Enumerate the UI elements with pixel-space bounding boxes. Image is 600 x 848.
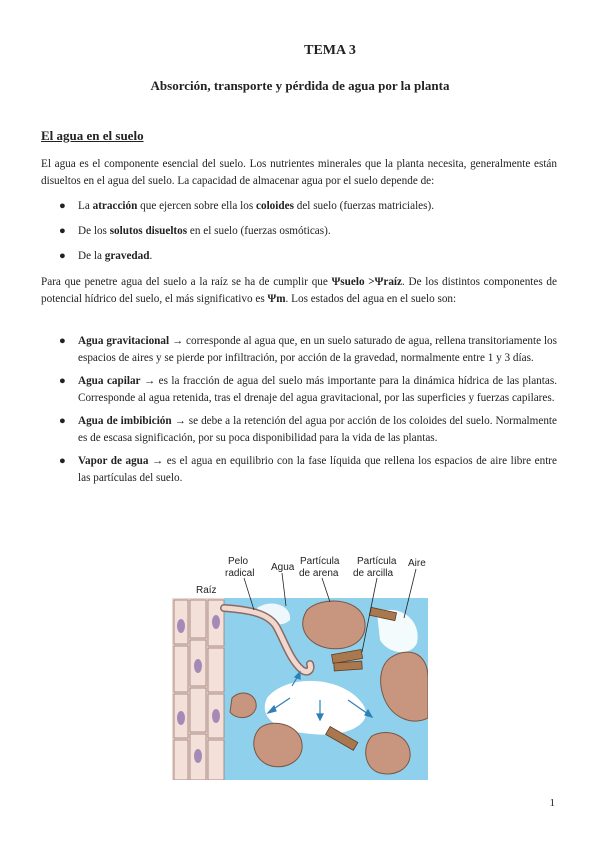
paragraph-intro: El agua es el componente esencial del suelo. Los nutrientes minerales que la planta necesita, generalmente están disueltos en el agua del suelo. La capacidad de almacenar agua por el suelo depende de:	[41, 158, 557, 187]
root-tissue	[172, 598, 224, 780]
list-item: ● Vapor de agua → es el agua en equilibrio con la fase líquida que rellena los espacios de aire libre entre las partículas del suelo.	[59, 455, 557, 484]
bullet-list-factors	[41, 198, 557, 273]
page-number: 1	[549, 797, 555, 809]
sand-particle	[303, 601, 365, 649]
label-aire: Aire	[408, 558, 426, 569]
label-raiz: Raíz	[196, 585, 217, 596]
label-agua: Agua	[271, 562, 295, 573]
paragraph-potential: Para que penetre agua del suelo a la raíz se ha de cumplir que Ψsuelo >Ψraíz. De los distintos componentes de potencial hídrico del suelo, el más significativo es Ψm. Los estados del agua en el suelo son:	[41, 276, 557, 305]
list-item: ● Agua gravitacional → corresponde al agua que, en un suelo saturado de agua, rellena transitoriamente los espacios de aires y se pierde por infiltración, por acción de la gravedad, normalmente entre 1 y 3 días.	[59, 335, 557, 364]
soil-water-figure	[172, 548, 428, 780]
list-item: ● De la gravedad.	[41, 248, 557, 265]
bullet-icon: ●	[59, 375, 66, 387]
bullet-icon: ●	[59, 455, 66, 467]
bullet-icon: ●	[59, 335, 66, 347]
sand-particle	[254, 723, 302, 767]
section-heading: El agua en el suelo	[41, 128, 144, 143]
label-particula-arcilla: de arcilla	[353, 568, 394, 579]
page-subtitle: Absorción, transporte y pérdida de agua por la planta	[150, 78, 450, 93]
label-particula-arcilla: Partícula	[357, 556, 397, 567]
label-pelo-radical: Pelo	[228, 556, 249, 567]
bullet-list-water-states	[41, 333, 557, 493]
label-particula-arena: Partícula	[300, 556, 340, 567]
bullet-icon: ●	[59, 250, 66, 262]
list-item: ● Agua de imbibición → se debe a la retención del agua por acción de los coloides del suelo. Normalmente es de escasa significación, por su poca disponibilidad para la vida de las plantas.	[59, 415, 558, 444]
list-item: ● La atracción que ejercen sobre ella los coloides del suelo (fuerzas matriciales).	[41, 198, 557, 215]
page-title: TEMA 3	[304, 43, 356, 58]
sand-particle	[230, 693, 256, 718]
bullet-icon: ●	[59, 200, 66, 212]
bullet-icon: ●	[59, 415, 66, 427]
label-pelo-radical: radical	[225, 568, 255, 579]
bullet-icon: ●	[59, 225, 66, 237]
list-item: ● De los solutos disueltos en el suelo (fuerzas osmóticas).	[41, 223, 557, 240]
sand-particle	[366, 733, 410, 774]
list-item: ● Agua capilar → es la fracción de agua del suelo más importante para la dinámica hídrica de las plantas. Corresponde al agua retenida, tras el drenaje del agua gravitacional, por las superficies y fuerzas capilares.	[59, 375, 558, 404]
label-particula-arena: de arena	[299, 568, 339, 579]
